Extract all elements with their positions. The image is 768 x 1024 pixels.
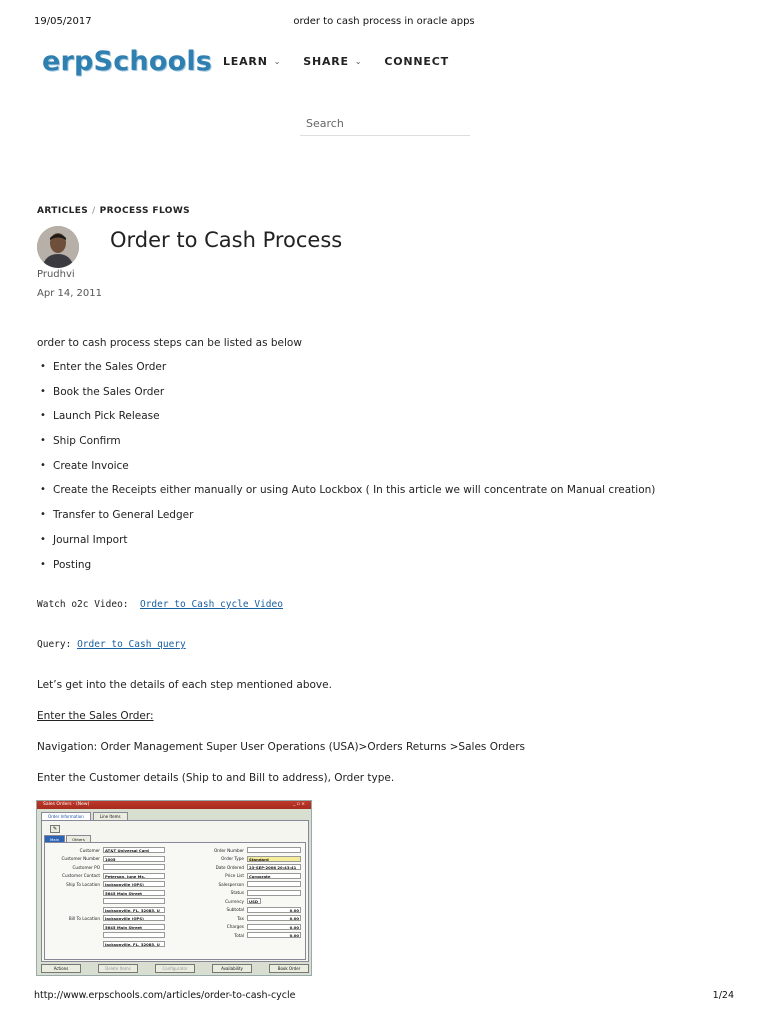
oracle-tabs [41,812,128,820]
edit-icon: ✎ [50,825,60,833]
tab-order-information: Order Information [41,812,91,820]
form-field: 5645 Main Street [103,924,165,930]
page-number: 1/24 [712,990,734,1001]
form-row [47,907,165,913]
form-field: AT&T Universal Card [103,847,165,853]
form-field: 1005 [103,856,165,862]
oracle-window-title: Sales Orders - (New) [43,802,90,807]
form-row [185,847,301,853]
breadcrumb-separator: / [92,206,96,216]
author-name[interactable]: Prudhvi [37,269,75,280]
video-link[interactable]: Order to Cash cycle Video [139,599,283,610]
form-field [247,847,301,853]
form-field: Jacksonville, FL, 32085, U [103,907,165,913]
intro-text: order to cash process steps can be listed as below [37,337,302,349]
list-item [37,361,737,386]
form-row [185,924,301,930]
form-field: Corporate [247,873,301,879]
list-item [37,460,737,485]
form-field: 0.00 [247,907,301,913]
form-row [185,873,301,879]
form-row [47,864,165,870]
section-subhead: Enter the Sales Order: [37,710,154,722]
chevron-down-icon: ⌄ [273,57,282,66]
nav-connect[interactable] [384,55,449,68]
form-row [47,898,165,904]
step-text: Launch Pick Release [53,410,160,423]
form-row [185,898,261,904]
bullet-icon: • [40,509,46,521]
form-label: Tax [237,915,244,921]
list-item [37,534,737,559]
tab-line-items: Line Items [93,812,128,820]
form-field: Peterson, June Ms. [103,873,165,879]
form-label: Date Ordered [215,864,244,870]
step-text: Enter the Sales Order [53,361,167,373]
search-input[interactable] [300,112,470,136]
form-row [185,915,301,921]
article-title: Order to Cash Process [110,228,343,252]
oracle-panel [41,820,309,962]
bullet-icon: • [40,558,46,570]
form-row [47,915,165,921]
print-url: http://www.erpschools.com/articles/order-to-cash-cycle [34,990,296,1001]
bullet-icon: • [40,361,46,372]
step-text: Create Invoice [53,459,129,472]
article-body [37,337,737,583]
nav-learn[interactable] [223,55,281,68]
form-label: Customer [79,847,100,853]
sales-order-screenshot [36,800,312,976]
form-field [247,881,301,887]
form-row [185,864,301,870]
form-label: Status [230,890,244,895]
step-text: Posting [53,558,92,571]
details-text: Let’s get into the details of each step mentioned above. [37,679,332,691]
form-row [185,890,301,896]
list-item [37,509,737,534]
subtab-main: Main [44,835,65,842]
form-field: Jacksonville (OPS) [103,881,165,887]
form-label: Order Number [213,847,244,853]
site-logo[interactable]: erpSchools [42,46,213,77]
oracle-titlebar [37,801,311,809]
form-label: Customer Contact [62,873,100,878]
video-label: Watch o2c Video: [37,599,129,610]
print-footer [34,990,734,1004]
customer-text: Enter the Customer details (Ship to and Bill to address), Order type. [37,772,395,784]
query-link[interactable]: Order to Cash query [77,639,186,650]
nav-share[interactable] [303,55,362,68]
form-label: Customer Number [61,856,100,861]
oracle-form-body [44,842,306,960]
form-row [47,873,165,879]
actions-button: Actions [41,964,81,973]
form-field [103,864,165,870]
list-item [37,410,737,435]
list-item [37,386,737,411]
print-date: 19/05/2017 [34,16,92,27]
oracle-subtabs [44,835,91,842]
step-text: Create the Receipts either manually or using Auto Lockbox ( In this article we will concentrate on Manual creation) [53,484,656,497]
print-header [34,16,734,30]
delete-items-button: Delete Items [98,964,138,973]
form-field: Jacksonville (OPS) [103,915,165,921]
availability-button: Availability [212,964,252,973]
step-text: Book the Sales Order [53,385,165,398]
form-field: Jacksonville, FL, 32085, U [103,941,165,947]
steps-list [37,361,737,583]
author-avatar[interactable] [37,226,79,268]
form-field: 0.00 [247,915,301,921]
form-label: Currency [225,898,244,904]
list-item [37,484,737,509]
form-row [47,924,165,930]
bullet-icon: • [40,435,46,447]
configurator-button: Configurator [155,964,195,973]
bullet-icon: • [40,459,46,471]
bullet-icon: • [40,385,46,397]
form-field: USD [247,898,261,904]
step-text: Transfer to General Ledger [53,509,194,522]
form-row [47,881,165,887]
form-field: 0.00 [247,932,301,938]
subtab-others: Others [66,835,91,842]
form-label: Order Type [221,856,244,861]
oracle-buttons [41,964,309,973]
breadcrumb-articles[interactable]: ARTICLES [37,206,89,216]
form-row [185,856,301,862]
nav-connect-label: CONNECT [384,55,449,68]
form-row [47,941,165,947]
form-label: Salesperson [218,881,244,887]
form-row [47,890,165,896]
print-title: order to cash process in oracle apps [293,16,475,27]
video-line [37,599,283,610]
bullet-icon: • [40,410,46,422]
nav-learn-label: LEARN [223,55,268,68]
breadcrumb-category[interactable]: PROCESS FLOWS [99,206,191,216]
main-nav [223,55,449,68]
form-field [247,890,301,896]
list-item [37,559,737,584]
form-field [103,898,165,904]
step-text: Ship Confirm [53,435,121,448]
chevron-down-icon: ⌄ [354,57,363,66]
form-label: Subtotal [226,907,244,912]
form-label: Price List [225,873,244,878]
form-field [103,932,165,938]
navigation-text: Navigation: Order Management Super User Operations (USA)>Orders Returns >Sales Orders [37,741,526,753]
list-item [37,435,737,460]
form-row [47,847,165,853]
form-row [47,856,165,862]
bullet-icon: • [40,533,46,545]
form-field: Standard [247,856,301,862]
bullet-icon: • [40,484,46,496]
nav-share-label: SHARE [303,55,349,68]
form-field: 0.00 [247,924,301,930]
query-label: Query: [37,639,72,650]
form-row [185,932,301,938]
form-row [47,932,165,938]
form-label: Charges [226,924,244,929]
form-label: Total [234,932,244,938]
book-order-button: Book Order [269,964,309,973]
post-date: Apr 14, 2011 [37,288,103,299]
avatar-image [37,226,79,268]
query-line [37,639,186,650]
form-row [185,907,301,913]
window-controls-icon: _ ▫ × [293,802,305,807]
step-text: Journal Import [53,533,128,546]
form-field: 23-SEP-2008 20:43:41 [247,864,301,870]
form-label: Bill To Location [68,915,100,921]
form-label: Ship To Location [66,881,100,887]
form-label: Customer PO [72,864,100,870]
form-field: 5645 Main Street [103,890,165,896]
breadcrumb [37,206,190,216]
form-row [185,881,301,887]
